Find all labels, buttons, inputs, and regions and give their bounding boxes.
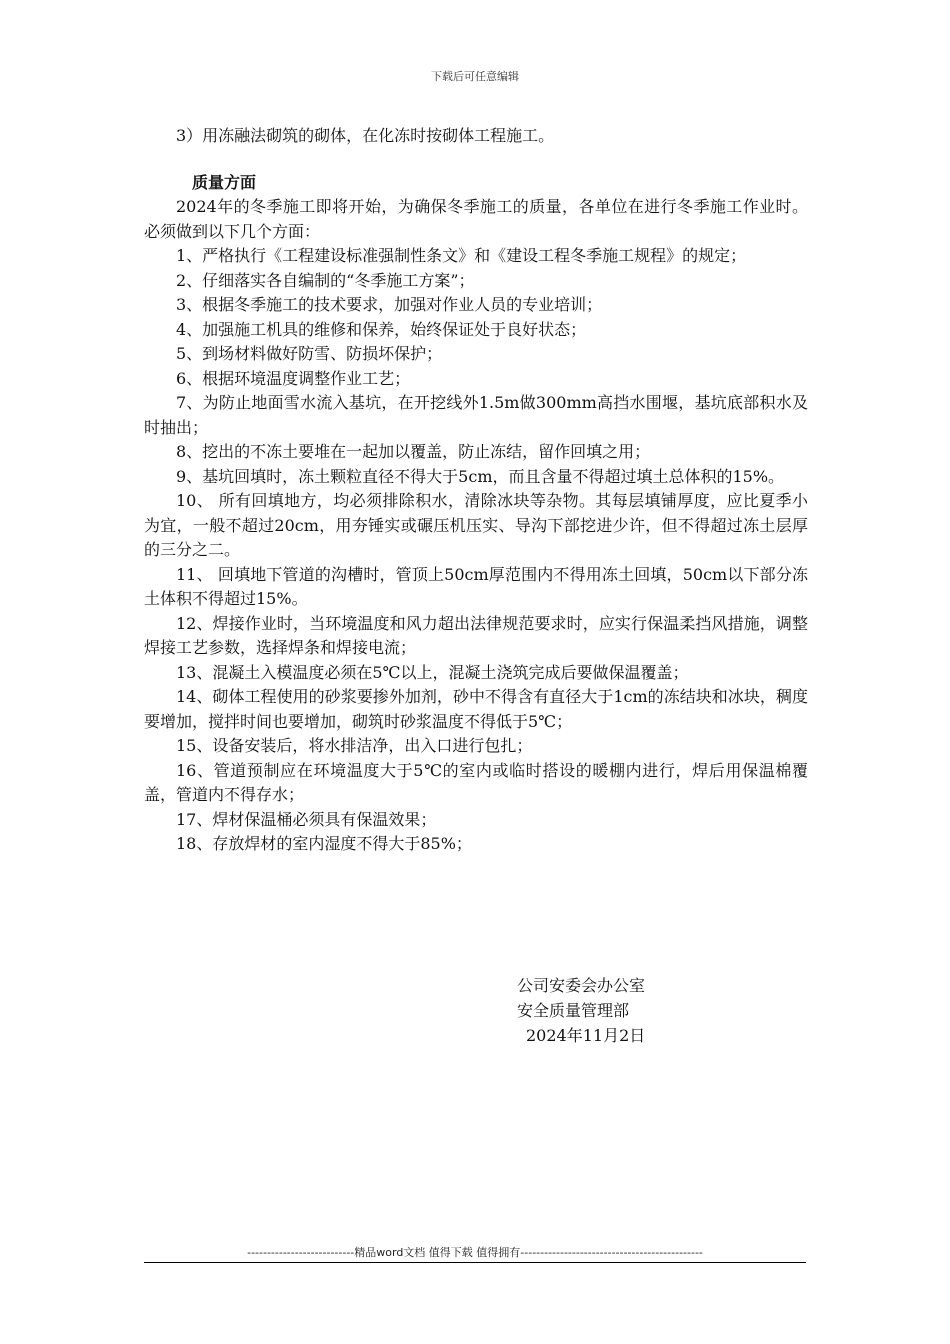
list-item: 1、严格执行《工程建设标准强制性条文》和《建设工程冬季施工规程》的规定； [176,246,747,265]
list-item: 4、加强施工机具的维修和保养，始终保证处于良好状态； [176,319,587,339]
signature-date: 2024年11月2日 [526,1026,646,1045]
list-item: 5、到场材料做好防雪、防损坏保护； [176,344,443,363]
list-item: 12、焊接作业时，当环境温度和风力超出法律规范要求时，应实行保温柔挡风措施，调整焊接工艺参数，选择焊条和焊接电流； [144,613,808,657]
list-item: 13、混凝土入模温度必须在5℃以上，混凝土浇筑完成后要做保温覆盖； [176,662,689,682]
signature-department: 安全质量管理部 [517,1001,630,1020]
list-item: 18、存放焊材的室内湿度不得大于85%； [176,834,472,853]
list-item: 10、 所有回填地方，均必须排除积水，清除冰块等杂物。其每层填铺厚度，应比夏季小为宜，一般不超过20cm，用夯锤实或碾压机压实、导沟下部挖进少许，但不得超过冻土层厚的三分之二。 [144,491,808,559]
list-item: 16、管道预制应在环境温度大于5℃的室内或临时搭设的暖棚内进行，焊后用保温棉覆盖，管道内不得存水； [144,760,808,804]
list-item: 6、根据环境温度调整作业工艺； [176,368,411,388]
document-body [144,124,808,857]
list-item: 2、仔细落实各自编制的“冬季施工方案”； [176,270,475,290]
list-item: 17、焊材保温桶必须具有保温效果； [176,809,437,829]
footer-text: ---------------------------精品word文档 值得下载 值得拥有---------------------------------------------- [247,1246,703,1259]
list-item: 11、 回填地下管道的沟槽时，管顶上50cm厚范围内不得用冻土回填，50cm以下部分冻土体积不得超过15%。 [144,564,808,608]
list-item: 15、设备安装后，将水排洁净，出入口进行包扎； [176,736,533,755]
signature-office: 公司安委会办公室 [517,976,646,995]
footer-divider [144,1262,806,1263]
list-item: 9、基坑回填时，冻土颗粒直径不得大于5cm，而且含量不得超过填土总体积的15%。 [176,466,785,486]
header-note: 下载后可任意编辑 [431,70,519,83]
list-item: 3、根据冬季施工的技术要求，加强对作业人员的专业培训； [176,295,603,314]
signature-block [517,973,645,1048]
list-item: 7、为防止地面雪水流入基坑，在开挖线外1.5m做300mm高挡水围堰，基坑底部积水及时抽出； [144,393,808,437]
intro-item: 3）用冻融法砌筑的砌体，在化冻时按砌体工程施工。 [176,126,555,145]
section-heading: 质量方面 [192,172,257,192]
lead-paragraph: 2024年的冬季施工即将开始，为确保冬季施工的质量，各单位在进行冬季施工作业时。必须做到以下几个方面： [144,197,808,241]
list-item: 14、砌体工程使用的砂浆要掺外加剂，砂中不得含有直径大于1cm的冻结块和冰块，稠度要增加，搅拌时间也要增加，砌筑时砂浆温度不得低于5℃； [144,687,808,731]
list-item: 8、挖出的不冻土要堆在一起加以覆盖，防止冻结，留作回填之用； [176,442,651,461]
